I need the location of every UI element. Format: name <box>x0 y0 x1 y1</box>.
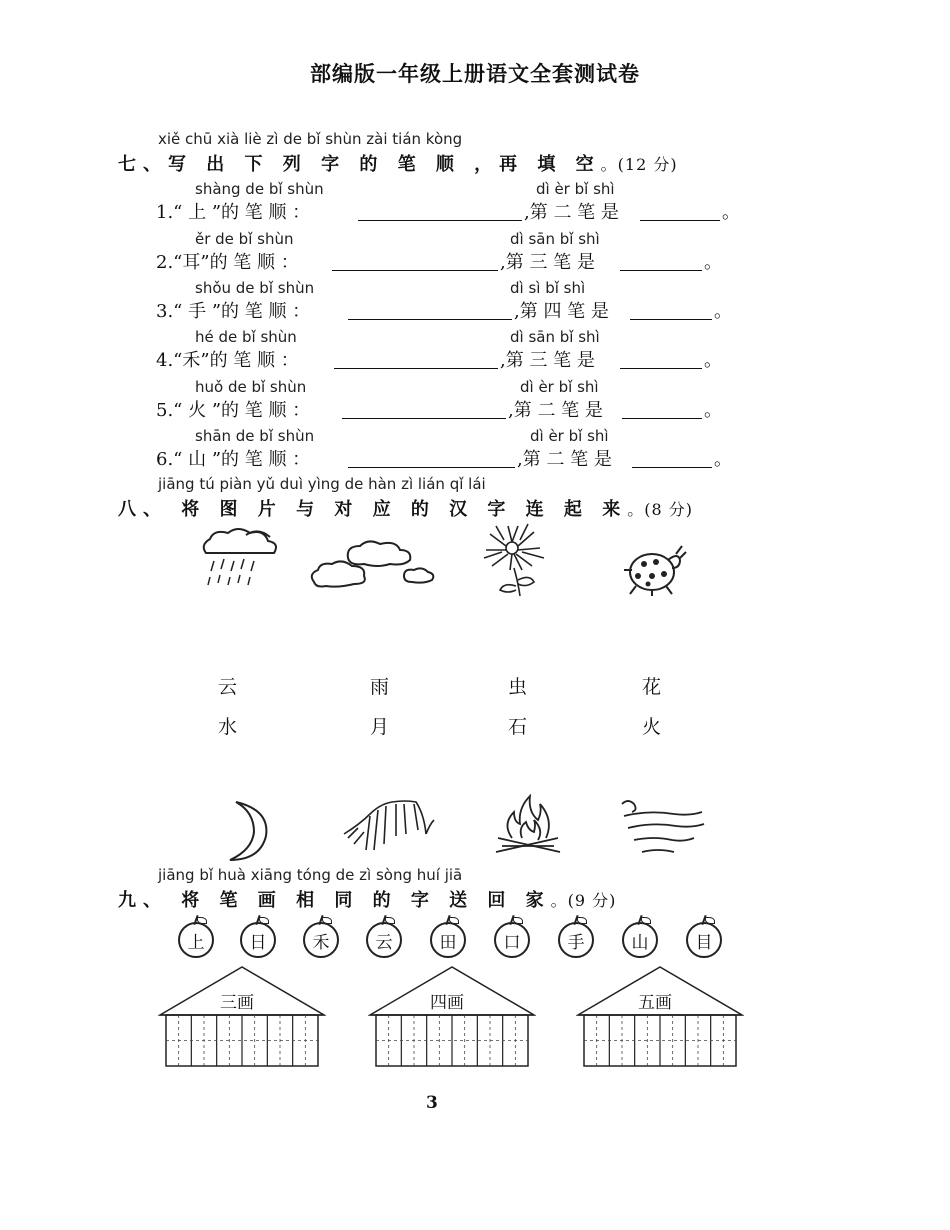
apple-6[interactable] <box>558 922 594 958</box>
apple-3[interactable] <box>366 922 402 958</box>
apple-4[interactable] <box>430 922 466 958</box>
item-4-period: 。 <box>704 350 722 371</box>
char-row2-2[interactable]: 石 <box>508 716 528 738</box>
item-5-question: 5.“ 火 ”的 笔 顺 ： <box>156 400 311 421</box>
apple-leaf-icon <box>513 917 523 924</box>
apple-char: 禾 <box>312 933 330 953</box>
moon-icon <box>212 800 272 862</box>
item-4-pinyin-right: dì sān bǐ shì <box>510 328 600 346</box>
house-1[interactable] <box>368 965 536 1069</box>
house-2[interactable] <box>576 965 744 1069</box>
item-2-pinyin-left: ěr de bǐ shùn <box>195 230 294 248</box>
apple-char: 云 <box>375 933 393 953</box>
item-6-question: 6.“ 山 ”的 笔 顺 ： <box>156 449 311 470</box>
apple-leaf-icon <box>705 917 715 924</box>
water-icon <box>618 798 708 860</box>
section8-pinyin: jiāng tú piàn yǔ duì yìng de hàn zì lián qǐ lái <box>158 475 486 493</box>
page-title: 部编版一年级上册语文全套测试卷 <box>310 61 640 86</box>
apple-5[interactable] <box>494 922 530 958</box>
item-6-pinyin-left: shān de bǐ shùn <box>195 427 315 445</box>
item-4-stroke-order-blank[interactable] <box>334 350 498 369</box>
page-number: 3 <box>426 1093 438 1113</box>
ladybug-icon <box>622 540 688 596</box>
item-3-period: 。 <box>714 301 732 322</box>
apple-char: 目 <box>695 933 713 953</box>
apple-char: 日 <box>249 933 267 953</box>
item-4-stroke-blank[interactable] <box>620 350 702 369</box>
item-1-pinyin-right: dì èr bǐ shì <box>536 180 615 198</box>
char-row2-1[interactable]: 月 <box>370 716 390 738</box>
apple-leaf-icon <box>641 917 651 924</box>
item-3-pinyin-right: dì sì bǐ shì <box>510 279 586 297</box>
clouds-icon <box>308 538 438 590</box>
section9-pinyin: jiāng bǐ huà xiāng tóng de zì sòng huí jiā <box>158 866 463 884</box>
apple-char: 田 <box>439 933 457 953</box>
item-5-pinyin-left: huǒ de bǐ shùn <box>195 378 307 396</box>
apple-1[interactable] <box>240 922 276 958</box>
char-row1-2[interactable]: 虫 <box>508 676 528 698</box>
item-6-stroke-blank[interactable] <box>632 449 712 468</box>
apple-char: 上 <box>187 933 205 953</box>
apple-leaf-icon <box>577 917 587 924</box>
char-row1-1[interactable]: 雨 <box>370 676 390 698</box>
house-label: 四画 <box>430 993 464 1013</box>
item-6-stroke-order-blank[interactable] <box>348 449 515 468</box>
item-5-stroke-question: ,第 二 笔 是 <box>508 400 603 421</box>
item-3-stroke-blank[interactable] <box>630 301 712 320</box>
apple-char: 口 <box>503 933 521 953</box>
item-2-period: 。 <box>704 252 722 273</box>
house-label: 五画 <box>638 993 672 1013</box>
section9-heading: 九、 将 笔 画 相 同 的 字 送 回 家。(9 分) <box>118 890 617 911</box>
apple-leaf-icon <box>449 917 459 924</box>
item-2-question: 2.“耳”的 笔 顺 ： <box>156 252 299 273</box>
item-1-stroke-question: ,第 二 笔 是 <box>524 202 619 223</box>
char-row1-3[interactable]: 花 <box>642 676 662 698</box>
item-1-stroke-order-blank[interactable] <box>358 202 522 221</box>
item-2-stroke-order-blank[interactable] <box>332 252 498 271</box>
rain-cloud-icon <box>198 525 282 593</box>
item-5-stroke-order-blank[interactable] <box>342 400 506 419</box>
apple-char: 山 <box>631 933 649 953</box>
item-4-stroke-question: ,第 三 笔 是 <box>500 350 595 371</box>
item-3-pinyin-left: shǒu de bǐ shùn <box>195 279 315 297</box>
mountain-icon <box>340 794 436 854</box>
item-4-question: 4.“禾”的 笔 顺 ： <box>156 350 299 371</box>
apple-leaf-icon <box>385 917 395 924</box>
section7-pinyin: xiě chū xià liè zì de bǐ shùn zài tián kòng <box>158 130 463 148</box>
section7-heading: 七、写 出 下 列 字 的 笔 顺 ，再 填 空。(12 分) <box>118 154 678 175</box>
item-1-stroke-blank[interactable] <box>640 202 720 221</box>
apple-2[interactable] <box>303 922 339 958</box>
item-1-pinyin-left: shàng de bǐ shùn <box>195 180 324 198</box>
item-5-stroke-blank[interactable] <box>622 400 702 419</box>
section8-heading: 八、 将 图 片 与 对 应 的 汉 字 连 起 来。(8 分) <box>118 499 693 520</box>
fire-icon <box>492 794 564 856</box>
item-1-period: 。 <box>722 202 740 223</box>
apple-0[interactable] <box>178 922 214 958</box>
flower-icon <box>478 522 552 598</box>
apple-leaf-icon <box>259 917 269 924</box>
char-row2-3[interactable]: 火 <box>642 716 662 738</box>
apple-leaf-icon <box>322 917 332 924</box>
apple-8[interactable] <box>686 922 722 958</box>
item-6-stroke-question: ,第 二 笔 是 <box>517 449 612 470</box>
item-4-pinyin-left: hé de bǐ shùn <box>195 328 297 346</box>
item-3-stroke-question: ,第 四 笔 是 <box>514 301 609 322</box>
char-row2-0[interactable]: 水 <box>218 716 238 738</box>
house-label: 三画 <box>220 993 254 1013</box>
item-6-period: 。 <box>714 449 732 470</box>
item-2-pinyin-right: dì sān bǐ shì <box>510 230 600 248</box>
item-5-pinyin-right: dì èr bǐ shì <box>520 378 599 396</box>
apple-char: 手 <box>567 933 585 953</box>
apple-leaf-icon <box>197 917 207 924</box>
item-5-period: 。 <box>704 400 722 421</box>
apple-7[interactable] <box>622 922 658 958</box>
item-2-stroke-blank[interactable] <box>620 252 702 271</box>
item-2-stroke-question: ,第 三 笔 是 <box>500 252 595 273</box>
item-6-pinyin-right: dì èr bǐ shì <box>530 427 609 445</box>
item-3-question: 3.“ 手 ”的 笔 顺 ： <box>156 301 311 322</box>
char-row1-0[interactable]: 云 <box>218 676 238 698</box>
item-3-stroke-order-blank[interactable] <box>348 301 512 320</box>
item-1-question: 1.“ 上 ”的 笔 顺 ： <box>156 202 311 223</box>
house-0[interactable] <box>158 965 326 1069</box>
